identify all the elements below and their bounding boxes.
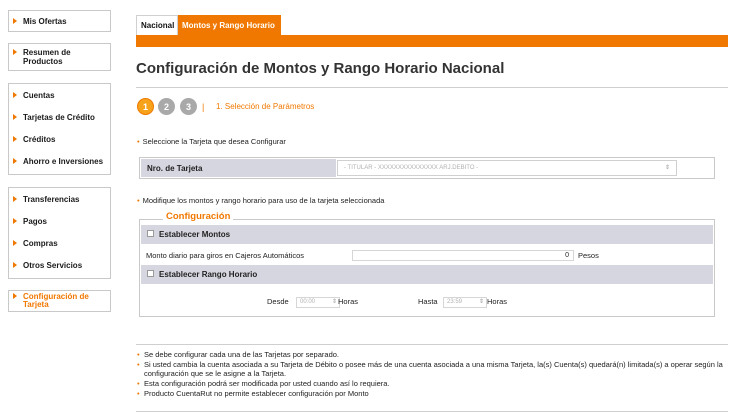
sidebar-item-creditos[interactable] <box>9 128 110 150</box>
step-3-indicator: 3 <box>180 98 197 115</box>
bullet-icon: • <box>137 389 140 398</box>
config-legend: Configuración <box>163 211 233 222</box>
sidebar-group-config <box>8 290 111 312</box>
bullet-icon: • <box>137 379 140 388</box>
note-item <box>137 350 732 359</box>
card-selection-row <box>139 157 715 179</box>
divider <box>136 87 728 88</box>
sidebar-item-label: Ahorro e Inversiones <box>23 156 104 166</box>
hasta-unit: Horas <box>487 297 508 306</box>
tab-bar <box>136 15 728 35</box>
sidebar-item-label: Configuración de Tarjeta <box>23 292 89 309</box>
chevron-updown-icon: ⇕ <box>664 165 670 171</box>
hasta-time-input[interactable] <box>443 297 487 308</box>
spinner-icon: ⇕ <box>331 299 337 305</box>
divider <box>136 344 728 345</box>
step-2-indicator: 2 <box>158 98 175 115</box>
sidebar-item-label: Otros Servicios <box>23 260 83 270</box>
card-select-placeholder: - TITULAR - XXXXXXXXXXXXXXX ARJ.DEBITO - <box>344 165 479 171</box>
note-text: Esta configuración podrá ser modificada por usted cuando así lo requiera. <box>144 379 390 388</box>
establecer-montos-header <box>141 225 713 244</box>
arrow-right-icon <box>13 136 17 142</box>
sidebar-item-ahorro[interactable] <box>9 150 110 172</box>
tab-nacional[interactable]: Nacional <box>136 15 178 35</box>
instruction-text: Seleccione la Tarjeta que desea Configurar <box>142 137 286 146</box>
arrow-right-icon <box>13 114 17 120</box>
establecer-rango-header <box>141 265 713 284</box>
sidebar-item-label: Pagos <box>23 216 48 226</box>
sidebar-item-otros-servicios[interactable] <box>9 254 110 276</box>
sidebar-item-cuentas[interactable] <box>9 84 110 106</box>
note-item <box>137 389 732 398</box>
arrow-right-icon <box>13 18 17 24</box>
hasta-label: Hasta <box>418 297 438 306</box>
sidebar-item-mis-ofertas[interactable] <box>9 11 110 31</box>
current-step-label: 1. Selección de Parámetros <box>216 102 315 111</box>
sidebar-item-label: Transferencias <box>23 194 80 204</box>
sidebar-item-label: Tarjetas de Crédito <box>23 112 95 122</box>
arrow-right-icon <box>13 49 17 55</box>
sidebar-item-tarjetas-credito[interactable] <box>9 106 110 128</box>
step-1-indicator: 1 <box>137 98 154 115</box>
card-number-label: Nro. de Tarjeta <box>141 159 336 177</box>
notes-list <box>137 350 732 399</box>
bullet-icon: • <box>137 137 140 146</box>
bullet-icon: • <box>137 360 140 369</box>
monto-input[interactable]: 0 <box>352 250 574 261</box>
sidebar-item-label: Créditos <box>23 134 56 144</box>
sidebar-group-ofertas <box>8 10 111 32</box>
sidebar-item-pagos[interactable] <box>9 210 110 232</box>
sidebar-item-config-tarjeta[interactable] <box>9 291 110 311</box>
sidebar-item-label: Mis Ofertas <box>23 16 67 26</box>
note-text: Si usted cambia la cuenta asociada a su Tarjeta de Débito o posee más de una cuenta asociada a una misma Tarjeta, la(s) Cuenta(s) quedará(n) limitada(s) a operar según la configuración que se le asigne a la Tarjeta. <box>144 360 723 378</box>
bullet-icon: • <box>137 196 140 205</box>
establecer-rango-label: Establecer Rango Horario <box>159 270 258 279</box>
arrow-right-icon <box>13 158 17 164</box>
config-fieldset <box>139 219 715 317</box>
sidebar-item-compras[interactable] <box>9 232 110 254</box>
tab-underline-bar <box>136 35 728 47</box>
arrow-right-icon <box>13 218 17 224</box>
sidebar-item-label: Compras <box>23 238 58 248</box>
sidebar-item-resumen[interactable] <box>9 44 110 70</box>
desde-label: Desde <box>267 297 289 306</box>
bullet-icon: • <box>137 350 140 359</box>
select-card-instruction <box>137 137 286 146</box>
modify-instruction <box>137 196 384 205</box>
sidebar-group-servicios <box>8 187 111 279</box>
establecer-montos-label: Establecer Montos <box>159 230 231 239</box>
establecer-rango-checkbox[interactable] <box>147 270 154 277</box>
note-item <box>137 360 732 378</box>
sidebar-group-resumen <box>8 43 111 71</box>
sidebar-item-transferencias[interactable] <box>9 188 110 210</box>
monto-unit: Pesos <box>578 251 599 260</box>
divider <box>136 411 728 412</box>
desde-time-input[interactable] <box>296 297 340 308</box>
desde-value: 00:00 <box>300 299 316 305</box>
note-text: Producto CuentaRut no permite establecer configuración por Monto <box>144 389 369 398</box>
card-number-select[interactable] <box>337 160 677 176</box>
desde-unit: Horas <box>338 297 359 306</box>
note-item <box>137 379 732 388</box>
sidebar-group-productos <box>8 83 111 175</box>
establecer-montos-checkbox[interactable] <box>147 230 154 237</box>
arrow-right-icon <box>13 92 17 98</box>
page-title: Configuración de Montos y Rango Horario Nacional <box>136 60 505 77</box>
spinner-icon: ⇕ <box>478 299 484 305</box>
arrow-right-icon <box>13 262 17 268</box>
arrow-right-icon <box>13 196 17 202</box>
sidebar-item-label: Cuentas <box>23 90 55 100</box>
sidebar-item-label: Resumen de Productos <box>23 48 71 66</box>
monto-label: Monto diario para giros en Cajeros Automáticos <box>146 251 304 260</box>
hasta-value: 23:59 <box>447 299 463 305</box>
step-separator: | <box>202 102 205 112</box>
note-text: Se debe configurar cada una de las Tarjetas por separado. <box>144 350 339 359</box>
arrow-right-icon <box>13 240 17 246</box>
arrow-right-icon <box>13 293 17 299</box>
instruction-text: Modifique los montos y rango horario para uso de la tarjeta seleccionada <box>142 196 385 205</box>
tab-montos-rango[interactable]: Montos y Rango Horario <box>178 15 281 35</box>
